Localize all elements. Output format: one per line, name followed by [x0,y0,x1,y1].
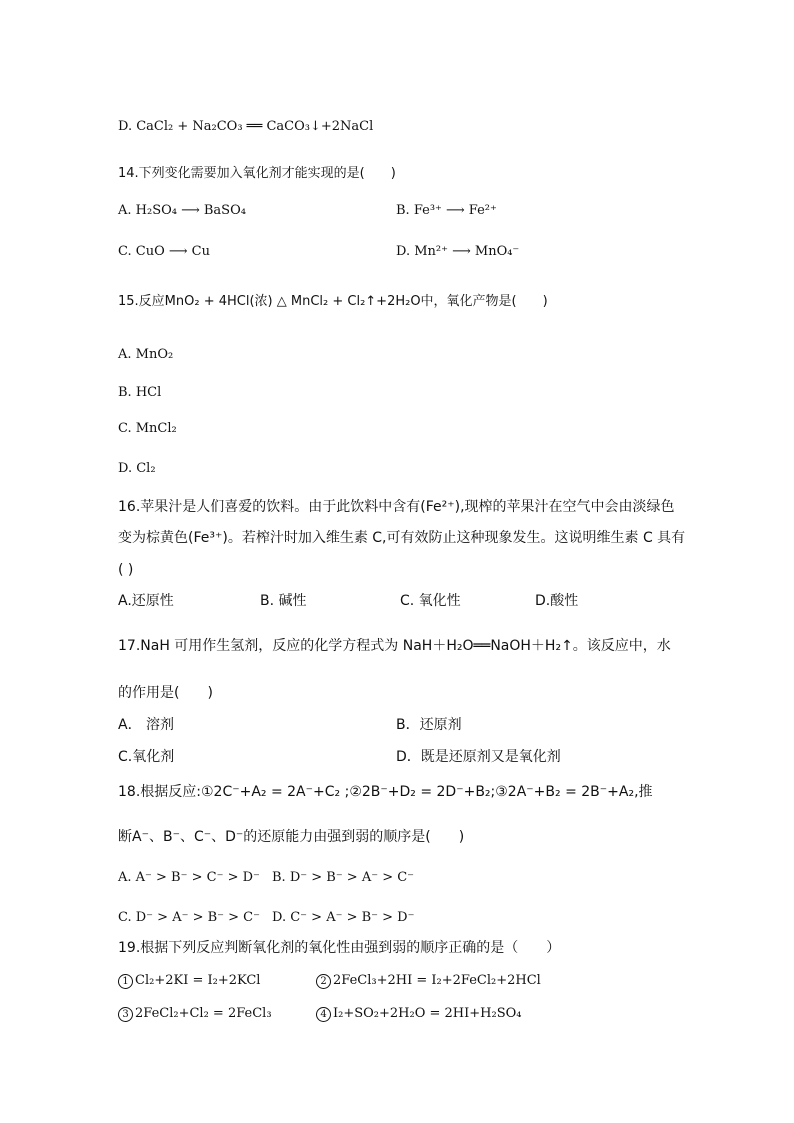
circled-number-3: 3 [118,1007,133,1022]
q17-stem-line2: 的作用是( ) [118,685,213,701]
q15-option-b: B. HCl [118,385,162,400]
q19-reaction-2 [316,972,541,990]
q19-reaction-3-text: 2FeCl₂+Cl₂ = 2FeCl₃ [135,1006,272,1021]
q14-option-c: C. CuO ⟶ Cu [118,244,210,259]
q18-option-a: A. A⁻ > B⁻ > C⁻ > D⁻ [118,870,260,885]
q16-option-b: B. 碱性 [260,593,307,609]
q17-option-c: C.氧化剂 [118,749,175,765]
q16-option-a: A.还原性 [118,593,174,609]
q16-stem-line1: 16.苹果汁是人们喜爱的饮料。由于此饮料中含有(Fe²⁺),现榨的苹果汁在空气中会由淡绿色 [118,499,675,515]
q17-option-b: B．还原剂 [396,717,462,733]
q17-stem-line1: 17.NaH 可用作生氢剂，反应的化学方程式为 NaH＋H₂O══NaOH＋H₂↑。该反应中，水 [118,638,671,654]
circled-number-4: 4 [316,1007,331,1022]
q14-option-b: B. Fe³⁺ ⟶ Fe²⁺ [396,203,497,218]
q19-reaction-1 [118,972,260,990]
q17-option-d: D．既是还原剂又是氧化剂 [396,749,561,765]
q19-reaction-3 [118,1005,272,1023]
q18-stem-line2: 断A⁻、B⁻、C⁻、D⁻的还原能力由强到弱的顺序是( ) [118,829,465,845]
q14-option-a: A. H₂SO₄ ⟶ BaSO₄ [118,203,246,218]
q15-stem: 15.反应MnO₂ + 4HCl(浓) △ MnCl₂ + Cl₂↑+2H₂O中，氧化产物是( ) [118,294,548,309]
q16-option-d: D.酸性 [535,593,579,609]
q15-option-a: A. MnO₂ [118,347,174,362]
q19-reaction-2-text: 2FeCl₃+2HI = I₂+2FeCl₂+2HCl [333,973,541,988]
circled-number-1: 1 [118,974,133,989]
q16-stem-line2: 变为棕黄色(Fe³⁺)。若榨汁时加入维生素 C,可有效防止这种现象发生。这说明维生素 C 具有 [118,530,686,546]
q19-reaction-1-text: Cl₂+2KI = I₂+2KCl [135,973,261,988]
q19-reaction-4-text: I₂+SO₂+2H₂O = 2HI+H₂SO₄ [333,1006,522,1021]
q16-option-c: C. 氧化性 [400,593,461,609]
q19-reaction-4 [316,1005,522,1023]
q19-stem: 19.根据下列反应判断氧化剂的氧化性由强到弱的顺序正确的是（ ） [118,940,561,956]
q18-option-d: D. C⁻ > A⁻ > B⁻ > D⁻ [272,910,415,925]
q15-option-d: D. Cl₂ [118,461,156,476]
q16-stem-line3: ( ) [118,562,134,578]
q18-option-c: C. D⁻ > A⁻ > B⁻ > C⁻ [118,910,260,925]
q14-option-d: D. Mn²⁺ ⟶ MnO₄⁻ [396,244,520,259]
q18-option-b: B. D⁻ > B⁻ > A⁻ > C⁻ [272,870,415,885]
q13-option-d: D. CaCl₂ + Na₂CO₃ ══ CaCO₃↓+2NaCl [118,119,374,134]
circled-number-2: 2 [316,974,331,989]
q14-stem: 14.下列变化需要加入氧化剂才能实现的是( ) [118,166,396,181]
q18-stem-line1: 18.根据反应:①2C⁻+A₂ = 2A⁻+C₂ ;②2B⁻+D₂ = 2D⁻+B₂;③2A⁻+B₂ = 2B⁻+A₂,推 [118,784,653,800]
q15-option-c: C. MnCl₂ [118,421,177,436]
q17-option-a: A． 溶剂 [118,717,175,733]
